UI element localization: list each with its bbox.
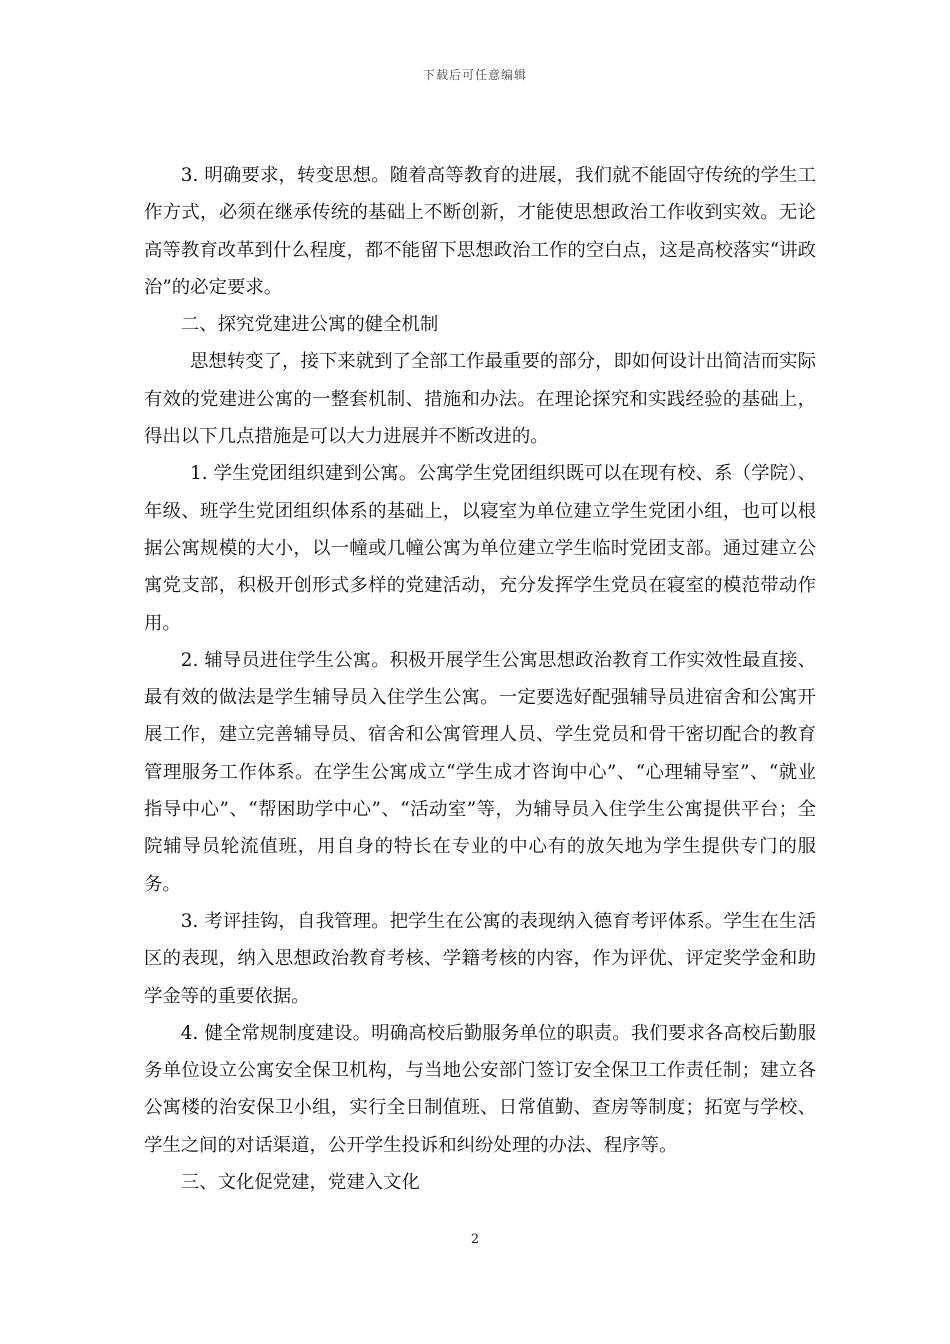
paragraph-requirement-3: 3. 明确要求，转变思想。随着高等教育的进展，我们就不能固守传统的学生工作方式，必须在继承传统的基础上不断创新，才能使思想政治工作收到实效。无论高等教育改革到什么程度，都不能留下思想政治工作的空白点，这是高校落实“讲政治”的必定要求。 [144,165,816,298]
section-heading-3: 三、文化促党建，党建入文化 [180,1172,420,1194]
paragraph-measure-4: 4. 健全常规制度建设。明确高校后勤服务单位的职责。我们要求各高校后勤服务单位设立公寓安全保卫机构，与当地公安部门签订安全保卫工作责任制；建立各公寓楼的治安保卫小组，实行全日制值班、日常值勤、查房等制度；拓宽与学校、学生之间的对话渠道，公开学生投诉和纠纷处理的办法、程序等。 [144,1022,816,1156]
paragraph-intro-mechanism: 思想转变了，接下来就到了全部工作最重要的部分，即如何设计出简洁而实际有效的党建进公寓的一整套机制、措施和办法。在理论探究和实践经验的基础上，得出以下几点措施是可以大力进展并不断改进的。 [144,351,816,448]
page-header-note: 下载后可任意编辑 [422,68,527,82]
paragraph-measure-2: 2. 辅导员进住学生公寓。积极开展学生公寓思想政治教育工作实效性最直接、最有效的做法是学生辅导员入住学生公寓。一定要选好配强辅导员进宿舍和公寓开展工作，建立完善辅导员、宿舍和公寓管理人员、学生党员和骨干密切配合的教育管理服务工作体系。在学生公寓成立“学生成才咨询中心”、“心理辅导室”、“就业指导中心”、“帮困助学中心”、“活动室”等，为辅导员入住学生公寓提供平台；全院辅导员轮流值班，用自身的特长在专业的中心有的放矢地为学生提供专门的服务。 [144,649,816,895]
paragraph-measure-1: 1. 学生党团组织建到公寓。公寓学生党团组织既可以在现有校、系（学院）、年级、班学生党团组织体系的基础上，以寝室为单位建立学生党团小组，也可以根据公寓规模的大小，以一幢或几幢公寓为单位建立学生临时党团支部。通过建立公寓党支部，积极开创形式多样的党建活动，充分发挥学生党员在寝室的模范带动作用。 [144,463,816,634]
paragraph-measure-3: 3. 考评挂钩，自我管理。把学生在公寓的表现纳入德育考评体系。学生在生活区的表现，纳入思想政治教育考核、学籍考核的内容，作为评优、评定奖学金和助学金等的重要依据。 [144,910,816,1007]
page-number: 2 [470,1232,480,1247]
section-heading-2: 二、探究党建进公寓的健全机制 [180,314,439,336]
document-body [144,157,816,1201]
